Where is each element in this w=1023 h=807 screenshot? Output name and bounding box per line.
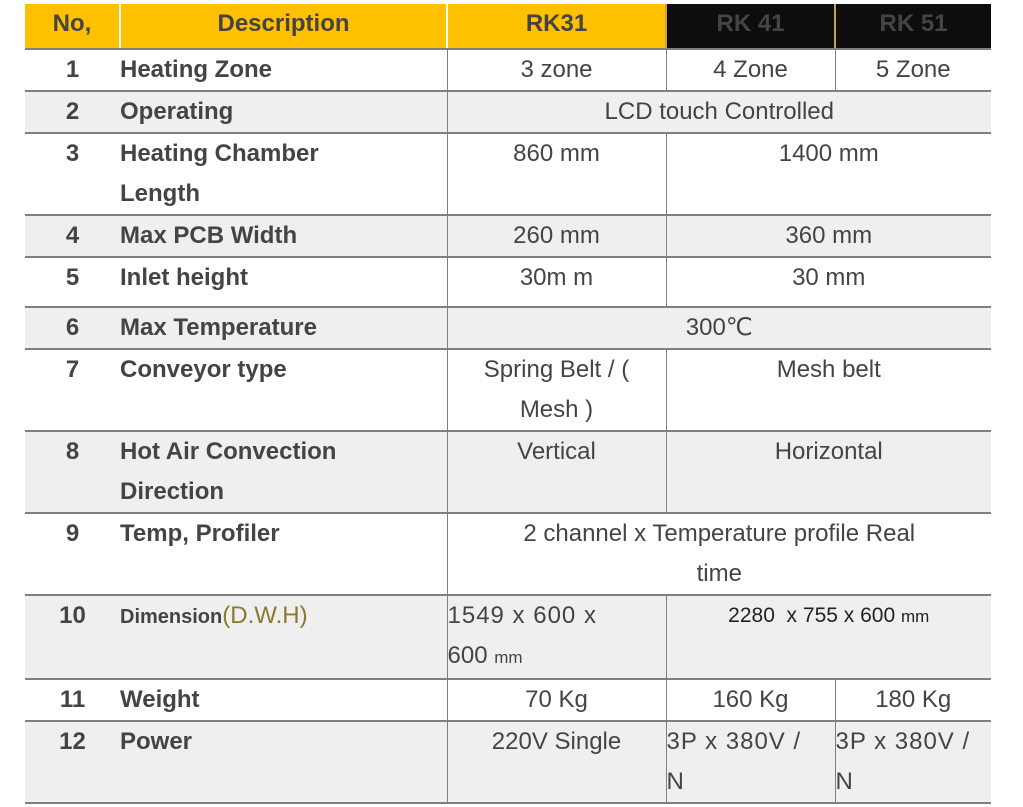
row-description: Temp, Profiler (120, 513, 447, 595)
cell-rk41-rk51: 30 mm (666, 257, 991, 307)
header-rk31: RK31 (447, 4, 666, 49)
cell-line: Mesh ) (519, 396, 594, 423)
cell-rk41-rk51: 1400 mm (666, 133, 991, 215)
cell-all-models: LCD touch Controlled (447, 91, 991, 133)
row-number: 10 (25, 595, 120, 679)
table-row (25, 679, 991, 721)
table-row (25, 307, 991, 349)
table-row (25, 49, 991, 91)
table-row (25, 595, 991, 679)
table-row (25, 91, 991, 133)
cell-rk31 (447, 349, 666, 431)
cell-line: time (696, 560, 742, 587)
cell-rk31: 220V Single (447, 721, 666, 803)
row-description: Weight (120, 679, 447, 721)
cell-rk31: 70 Kg (447, 679, 666, 721)
table-row (25, 721, 991, 803)
row-description (120, 431, 447, 513)
cell-rk41: 160 Kg (666, 679, 835, 721)
header-rk41: RK 41 (666, 4, 835, 49)
row-description-line: Hot Air Convection (120, 438, 337, 465)
row-description: Heating Zone (120, 49, 447, 91)
table-row (25, 215, 991, 257)
cell-line: N (666, 768, 685, 795)
cell-rk41-rk51 (666, 595, 991, 679)
cell-rk31: 860 mm (447, 133, 666, 215)
cell-unit: mm (494, 648, 523, 667)
cell-rk51: 180 Kg (835, 679, 991, 721)
cell-all-models (447, 513, 991, 595)
header-description: Description (120, 4, 447, 49)
row-description: Max PCB Width (120, 215, 447, 257)
header-rk51: RK 51 (835, 4, 991, 49)
cell-unit: mm (900, 607, 930, 626)
cell-line: 3P x 380V / (835, 728, 971, 755)
cell-value: 2280 x 755 x 600 (728, 604, 896, 627)
row-number: 8 (25, 431, 120, 513)
cell-line (448, 636, 666, 678)
row-number: 12 (25, 721, 120, 803)
spec-table (25, 4, 991, 804)
row-description-line: Heating Chamber (120, 140, 319, 167)
cell-rk31 (447, 595, 666, 679)
row-description: Power (120, 721, 447, 803)
row-description: Operating (120, 91, 447, 133)
cell-rk41 (666, 721, 835, 803)
cell-line: Spring Belt / ( (483, 356, 630, 383)
row-number: 11 (25, 679, 120, 721)
row-number: 9 (25, 513, 120, 595)
cell-line: 2 channel x Temperature profile Real (523, 520, 916, 547)
cell-line: 3P x 380V / (666, 728, 802, 755)
cell-rk41-rk51: Horizontal (666, 431, 991, 513)
cell-rk31: Vertical (447, 431, 666, 513)
cell-rk31: 3 zone (447, 49, 666, 91)
row-description: Conveyor type (120, 349, 447, 431)
table-row (25, 257, 991, 307)
cell-rk41: 4 Zone (666, 49, 835, 91)
header-no: No, (25, 4, 120, 49)
row-description: Max Temperature (120, 307, 447, 349)
cell-rk51 (835, 721, 991, 803)
table-row (25, 431, 991, 513)
row-description: Inlet height (120, 257, 447, 307)
row-description-text: Dimension (120, 606, 223, 628)
row-number: 2 (25, 91, 120, 133)
cell-all-models: 300℃ (447, 307, 991, 349)
cell-line: N (835, 768, 854, 795)
table-row (25, 349, 991, 431)
row-number: 5 (25, 257, 120, 307)
cell-rk31: 260 mm (447, 215, 666, 257)
cell-line: 1549 x 600 x (447, 602, 597, 629)
cell-rk41-rk51: 360 mm (666, 215, 991, 257)
row-number: 4 (25, 215, 120, 257)
row-number: 3 (25, 133, 120, 215)
cell-rk51: 5 Zone (835, 49, 991, 91)
row-description-line: Direction (120, 478, 225, 505)
row-description (120, 133, 447, 215)
row-number: 6 (25, 307, 120, 349)
row-number: 7 (25, 349, 120, 431)
table-row (25, 133, 991, 215)
cell-rk31: 30m m (447, 257, 666, 307)
row-description-line: Length (120, 180, 200, 207)
row-description (120, 595, 447, 679)
table-row (25, 513, 991, 595)
row-description-suffix: (D.W.H) (222, 602, 308, 629)
header-row (25, 4, 991, 49)
row-number: 1 (25, 49, 120, 91)
cell-value: 600 (447, 642, 488, 669)
cell-rk41-rk51: Mesh belt (666, 349, 991, 431)
